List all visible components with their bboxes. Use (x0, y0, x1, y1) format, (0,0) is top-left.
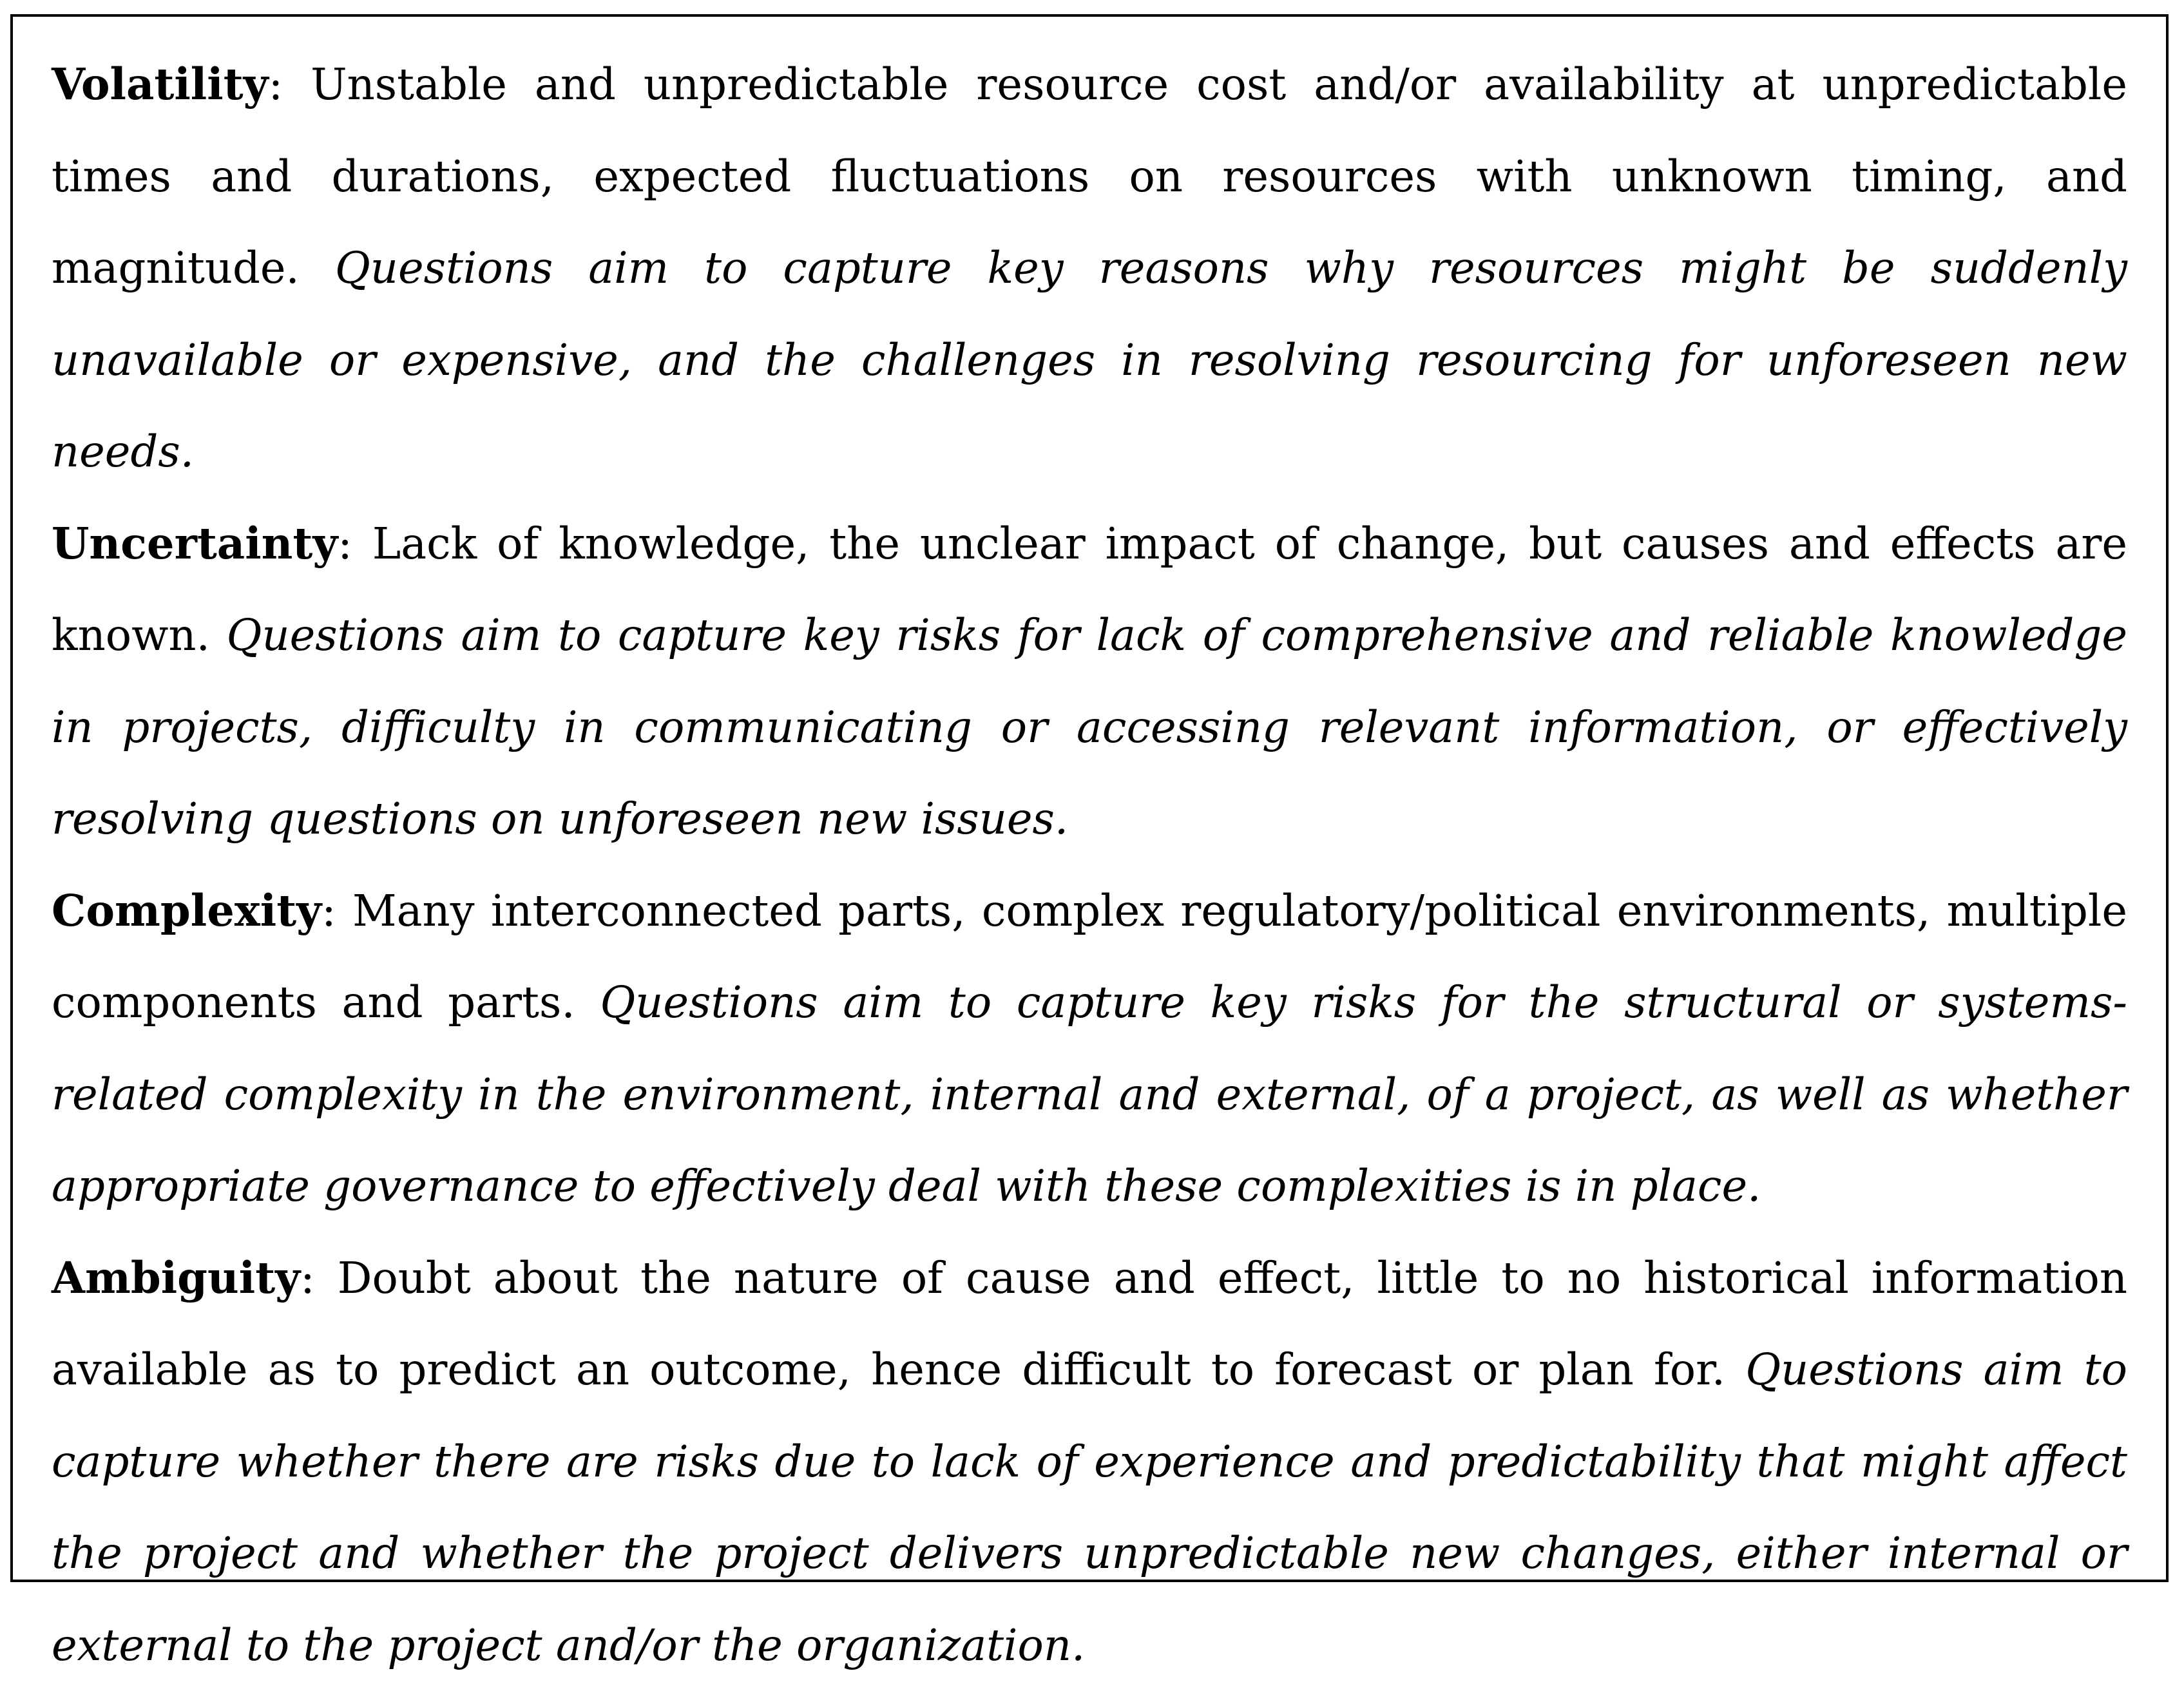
ambiguity-term: Ambiguity (52, 1252, 300, 1303)
complexity-note: Questions aim to capture key risks for the structural or systems-related complexity in the environment, internal and external, of a project, as well as whether appropriate governance to effectively deal with these complexities is in place. (52, 977, 2127, 1211)
ambiguity-definition: : Doubt about the nature of cause and effect, little to no historical information available as to predict an outcome, hence difficult to forecast or plan for. (52, 1253, 2127, 1395)
uncertainty-note: Questions aim to capture key risks for lack of comprehensive and reliable knowledge in projects, difficulty in communicating or accessing relevant information, or effectively resolving questions on unforeseen new issues. (52, 610, 2127, 844)
ambiguity-entry (52, 1232, 2127, 1691)
volatility-entry (52, 39, 2127, 498)
volatility-term: Volatility (52, 59, 269, 110)
ambiguity-note: Questions aim to capture whether there are risks due to lack of experience and predictability that might affect the project and whether the project delivers unpredictable new changes, either internal or external to the project and/or the organization. (52, 1344, 2127, 1670)
complexity-definition: : Many interconnected parts, complex regulatory/political environments, multiple components and parts. (52, 886, 2127, 1028)
uncertainty-entry (52, 498, 2127, 865)
definitions-box (10, 14, 2169, 1582)
uncertainty-term: Uncertainty (52, 518, 338, 569)
complexity-entry (52, 865, 2127, 1232)
uncertainty-definition: : Lack of knowledge, the unclear impact of change, but causes and effects are known. (52, 519, 2127, 661)
complexity-term: Complexity (52, 885, 321, 936)
volatility-note: Questions aim to capture key reasons why resources might be suddenly unavailable or expensive, and the challenges in resolving resourcing for unforeseen new needs. (52, 243, 2127, 477)
volatility-definition: : Unstable and unpredictable resource cost and/or availability at unpredictable times and durations, expected fluctuations on resources with unknown timing, and magnitude. (52, 59, 2127, 293)
